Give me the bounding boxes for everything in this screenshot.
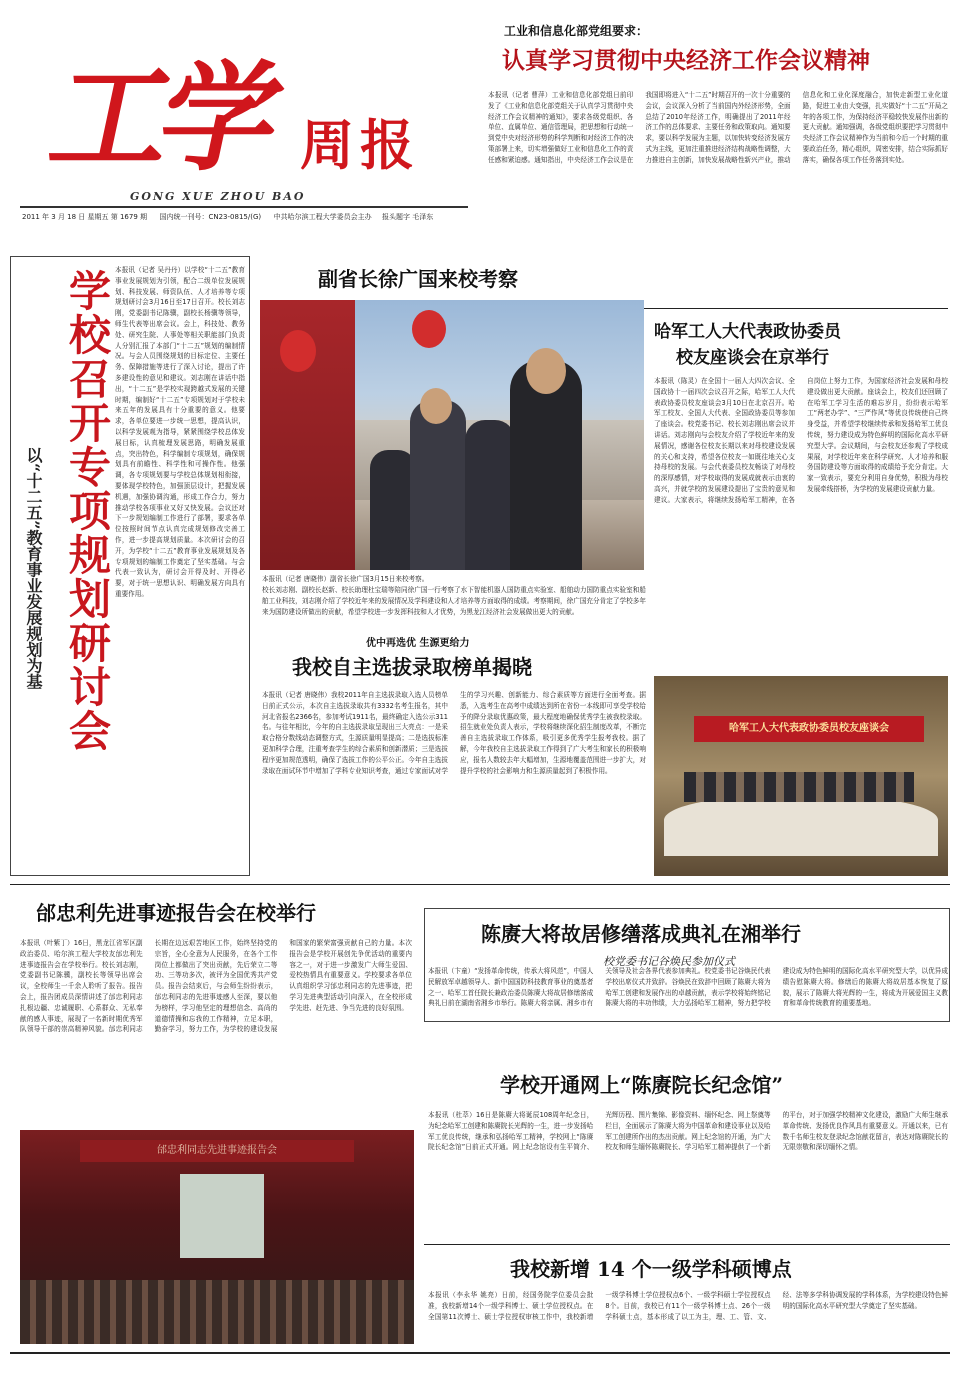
photo-person bbox=[410, 400, 466, 570]
memorial-title: 学校开通网上“陈赓院长纪念馆” bbox=[500, 1073, 784, 1097]
masthead-logo-text: 工学 bbox=[39, 48, 285, 187]
masthead-rule bbox=[20, 206, 468, 208]
photo-person-face bbox=[526, 348, 566, 394]
photo-person bbox=[465, 420, 515, 570]
discipline-body: 本报讯（李永华 姚亮）日前，经国务院学位委员会批准，我校新增14个一级学科博士、硕士学位授权点。在全国第11次博士、硕士学位授权审核工作中，我校新增一级学科博士学位授权点6个、一级学科硕士学位授权点8个。目前，我校已有11个一级学科博士点、26个一级学科硕士点，基本形成了以工为主，理、工、管、文、经、法等多学科协调发展的学科体系，为学校建设特色鲜明的国际化高水平研究型大学奠定了坚实基础。 bbox=[428, 1291, 948, 1321]
issue-info: 2011 年 3 月 18 日 星期五 第 1679 期 bbox=[22, 213, 148, 221]
admission-title: 我校自主选拔录取榜单揭晓 bbox=[292, 655, 532, 679]
masthead-logo bbox=[39, 48, 304, 188]
publisher: 中共哈尔滨工程大学委员会主办 bbox=[273, 213, 372, 221]
visit-body: 校长刘志刚、副校长赵新、校长助理杜宝瑞等陪同徐广国一行考察了水下智能机器人国防重点实验室、船舶动力国防重点实验室和船舶工业科技，刘志刚介绍了学校近年来的发展情况及学科建设和人才培养等方面取得的成绩。考察期间，徐广国充分肯定了学校多年来为国防建设所做出的贡献，希望学校进一步发挥科技和人才优势，为黑龙江经济社会发展做出更大的贡献。 bbox=[262, 586, 646, 616]
report-screen bbox=[180, 1174, 264, 1258]
alumni-banner bbox=[694, 716, 924, 742]
top-story-kicker: 工业和信息化部党组要求： bbox=[504, 24, 649, 38]
residence-title: 陈赓大将故居修缮落成典礼在湘举行 bbox=[481, 922, 801, 946]
top-story bbox=[488, 14, 948, 310]
alumni-title-2: 校友座谈会在京举行 bbox=[676, 348, 829, 368]
top-story-body: 本报讯（记者 曹萍）工业和信息化部党组日前印发了《工业和信息化部党组关于认真学习贯彻中央经济工作会议精神的通知》，要求各级党组织、各单位、直属单位、通信管理局，把思想和行动统一到党中央对经济形势的科学判断和对经济工作的决策部署上来，切实增强做好工业和信息化工作的责任感和紧迫感。通知指出，中央经济工作会议是在我国即将进入“十二五”时期召开的一次十分重要的会议，会议深入分析了当前国内外经济形势，全面总结了2010年经济工作，明确提出了2011年经济工作的总体要求、主要任务和政策取向。通知要求，要以科学发展为主题，以加快转变经济发展方式为主线，更加注重推进经济结构战略性调整，大力推进自主创新，加快发展战略性新兴产业，推动信息化和工业化深度融合，加快走新型工业化道路，促进工业由大变强，扎实做好“十二五”开局之年的各项工作，为保持经济平稳较快发展作出新的更大贡献。通知强调，各级党组织要把学习贯彻中央经济工作会议精神作为当前和今后一个时期的重要政治任务，精心组织，周密安排，结合实际抓好落实，确保各项工作任务落到实处。 bbox=[488, 91, 948, 164]
alumni-photo bbox=[654, 676, 948, 876]
admission-body: 本报讯（记者 唐晓伟）我校2011年自主选拔录取入选人员榜单日前正式公示，本次自主选拔录取共有3332名考生报名，其中河北省报名2366名，参加考试1911名，最终确定入选公示311名。与往年相比，今年的自主选拔录取呈现出三大亮点：一是采取合格分数线动态调整方式，生源质量明显提高；二是选拔标准更加科学合理，注重考查学生的综合素质和创新潜质；三是选拔程序更加规范透明，确保了选拔工作的公平公正。今年自主选拔录取在面试环节中增加了学科专业知识考查，通过专家面试对学生的学习兴趣、创新能力、综合素质等方面进行全面考查。据悉，入选考生在高考中成绩达到所在省份一本线即可享受学校给予的降分录取优惠政策，最大程度地确保优秀学生被我校录取。招生就业处负责人表示，学校将继续深化招生制度改革，不断完善自主选拔录取工作体系，吸引更多优秀学生报考我校。据了解，今年我校自主选拔录取工作得到了广大考生和家长的积极响应，报名人数较去年大幅增加，生源地覆盖范围进一步扩大，对提升学校的社会影响力和生源质量起到了积极作用。 bbox=[262, 691, 646, 775]
report-photo bbox=[20, 1130, 414, 1344]
photo-person-face bbox=[420, 388, 452, 424]
report-banner bbox=[80, 1140, 354, 1162]
masthead-title: 周报 bbox=[300, 113, 420, 177]
page-bottom-rule bbox=[10, 1352, 950, 1354]
masthead-pinyin: GONG XUE ZHOU BAO bbox=[130, 190, 306, 203]
visit-photo bbox=[260, 300, 644, 570]
alumni-body: 本报讯（陈灵）在全国十一届人大四次会议、全国政协十一届四次会议召开之际，哈军工人大代表政协委员校友座谈会3月10日在北京召开。哈军工校友、全国人大代表、全国政协委员等参加了座谈会。校党委书记、校长刘志刚出席会议并讲话。刘志刚向与会校友介绍了学校近年来的发展情况，感谢各位校友长期以来对母校建设发展的关心和支持，希望各位校友一如既往地关心支持母校的发展。与会代表委员校友畅谈了对母校的深厚感情，对学校取得的发展成就表示由衷的高兴，并就学校的发展建设提出了宝贵的意见和建议。大家表示，将继续发扬哈军工精神，在各自岗位上努力工作，为国家经济社会发展和母校建设做出更大贡献。座谈会上，校友们还回顾了在哈军工学习生活的难忘岁月，纷纷表示哈军工“两老办学”、“三严作风”等优良传统使自己终身受益，并希望学校继续传承和发扬哈军工优良传统，努力建设成为特色鲜明的国际化高水平研究型大学。会议期间，与会校友还参观了学校成果展，对学校近年来在科学研究、人才培养和服务国防建设等方面取得的成绩给予充分肯定。大家一致表示，要充分利用自身优势，积极为母校发展牵线搭桥，为学校的发展建设贡献力量。 bbox=[654, 377, 948, 504]
seminar-story bbox=[10, 256, 250, 876]
residence-body: 本报讯（卞童）“发扬革命传统，传承大将风范”，中国人民解放军卓越领导人、新中国国防科技教育事业的奠基者之一、哈军工首任院长兼政治委员陈赓大将故居修缮落成典礼日前在湖南省湘乡市举行。陈赓大将亲属、湘乡市有关领导及社会各界代表参加典礼。校党委书记谷焕民代表学校出席仪式并致辞。谷焕民在致辞中回顾了陈赓大将为哈军工创建和发展作出的卓越贡献，表示学校将始终铭记陈赓大将的丰功伟绩，大力弘扬哈军工精神，努力把学校建设成为特色鲜明的国际化高水平研究型大学，以优异成绩告慰陈赓大将。修缮后的陈赓大将故居基本恢复了原貌，展示了陈赓大将光辉的一生，将成为开展爱国主义教育和革命传统教育的重要基地。 bbox=[428, 967, 948, 1008]
alumni-banner-text: 哈军工人大代表政协委员校友座谈会 bbox=[729, 723, 889, 734]
visit-caption: 本报讯（记者 唐晓伟）副省长徐广国3月15日来校考察。 bbox=[262, 575, 429, 583]
seminar-body: 本报讯（记者 吴丹丹）以学校“十二五”教育事业发展规划为引领，配合二级单位发展规划、科技发展、师资队伍、人才培养等专项规划研讨会3月16日至17日召开。校长刘志刚，党委副书记陈骥，副校长杨骥等领导，师生代表等出席会议。会上，科技处、教务处、研究生院、人事处等相关职能部门负责人分别汇报了本部门“十二五”规划的编制情况。与会人员围绕规划的目标定位、主要任务、保障措施等进行了深入讨论，提出了许多建设性的意见和建议。刘志刚在讲话中指出，“十二五”是学校实现跨越式发展的关键时期，编制好“十二五”专项规划对于学校未来五年的发展具有十分重要的意义。他要求，各单位要进一步统一思想，提高认识，以科学发展观为指导，紧紧围绕学校总体发展目标，认真梳理发展思路，明确发展重点，突出特色，科学编制专项规划，确保规划具有前瞻性、科学性和可操作性。他强调，各专项规划要与学校总体规划相衔接，要体现学校特色，加强顶层设计，把握发展机遇，加强协调沟通，形成工作合力，努力推动学校各项事业又好又快发展。会议还对下一步规划编制工作进行了部署，要求各单位按照时间节点认真完成规划修改完善工作，进一步提高规划质量。本次研讨会的召开，为学校“十二五”教育事业发展规划及各专项规划的编制工作奠定了坚实基础。与会代表一致认为，研讨会开得及时、开得必要，对于统一思想认识、明确发展方向具有重要作用。 bbox=[115, 266, 245, 598]
alumni-title-1: 哈军工人大代表政协委员 bbox=[654, 322, 841, 342]
section-rule bbox=[424, 1244, 950, 1245]
seminar-subtitle: 以“十二五”教育事业发展规划为基 bbox=[24, 447, 43, 690]
masthead-info-bar bbox=[22, 210, 470, 224]
discipline-title: 我校新增 14 个一级学科硕博点 bbox=[510, 1257, 792, 1281]
alumni-table bbox=[664, 796, 938, 856]
section-rule bbox=[10, 884, 950, 885]
calligraphy-credit: 报头题字 毛泽东 bbox=[382, 213, 434, 221]
visit-title: 副省长徐广国来校考察 bbox=[318, 267, 518, 291]
top-story-title: 认真学习贯彻中央经济工作会议精神 bbox=[502, 47, 870, 74]
cn-number: 国内统一刊号：CN23-0815/(G) bbox=[159, 213, 262, 221]
masthead bbox=[0, 0, 470, 225]
admission-kicker: 优中再选优 生源更给力 bbox=[366, 638, 470, 649]
report-audience bbox=[20, 1280, 414, 1344]
memorial-body: 本报讯（杜萃）16日是陈赓大将诞辰108周年纪念日，为纪念哈军工创建和陈赓院长光辉的一生，进一步发扬哈军工优良传统，继承和弘扬哈军工精神，学校网上“陈赓院长纪念馆”日前正式开通。网上纪念馆设有生平简介、光辉历程、图片集锦、影像资料、缅怀纪念、网上祭奠等栏目，全面展示了陈赓大将为中国革命和建设事业以及哈军工创建所作出的杰出贡献。网上纪念馆的开通，为广大校友和师生缅怀陈赓院长、学习哈军工精神提供了一个新的平台，对于加强学校精神文化建设，激励广大师生继承革命传统、发扬优良作风具有重要意义。开通以来，已有数千名师生校友登录纪念馆献花留言，表达对陈赓院长的无限崇敬和深切缅怀之情。 bbox=[428, 1111, 948, 1152]
photo-lantern bbox=[412, 310, 446, 348]
alumni-attendees bbox=[684, 772, 914, 802]
seminar-title: 学校召开专项规划研讨会 bbox=[63, 269, 112, 753]
report-banner-text: 邰忠利同志先进事迹报告会 bbox=[157, 1145, 277, 1156]
report-body: 本报讯（叶紫丁）16日，黑龙江省军区副政治委员、哈尔滨工程大学校友邰忠利先进事迹报告会在学校举行。校长刘志刚，党委副书记陈骥，副校长等领导出席会议，全校师生一千余人聆听了报告。报告会上，报告团成员深情讲述了邰忠利同志扎根边疆、忠诚履职、心系群众、无私奉献的感人事迹，展现了一名新时期优秀军队领导干部的崇高精神风貌。邰忠利同志长期在边远艰苦地区工作，始终坚持党的宗旨，全心全意为人民服务，在各个工作岗位上都做出了突出贡献，先后荣立二等功、三等功多次，被评为全国优秀共产党员。报告会结束后，与会师生纷纷表示，邰忠利同志的先进事迹感人至深，要以他为榜样，学习他坚定的理想信念、高尚的道德情操和忘我的工作精神，立足本职，勤奋学习，努力工作，为学校的建设发展和国家的繁荣富强贡献自己的力量。本次报告会是学校开展创先争优活动的重要内容之一，对于进一步激发广大师生爱国、爱校热情具有重要意义。学校要求各单位认真组织学习邰忠利同志的先进事迹，把学习先进典型活动引向深入，在全校形成学先进、赶先进、争当先进的良好氛围。 bbox=[20, 939, 412, 1034]
report-title: 邰忠利先进事迹报告会在校举行 bbox=[36, 901, 316, 925]
residence-subtitle: 校党委书记谷焕民参加仪式 bbox=[603, 955, 735, 968]
photo-lantern bbox=[280, 330, 316, 372]
